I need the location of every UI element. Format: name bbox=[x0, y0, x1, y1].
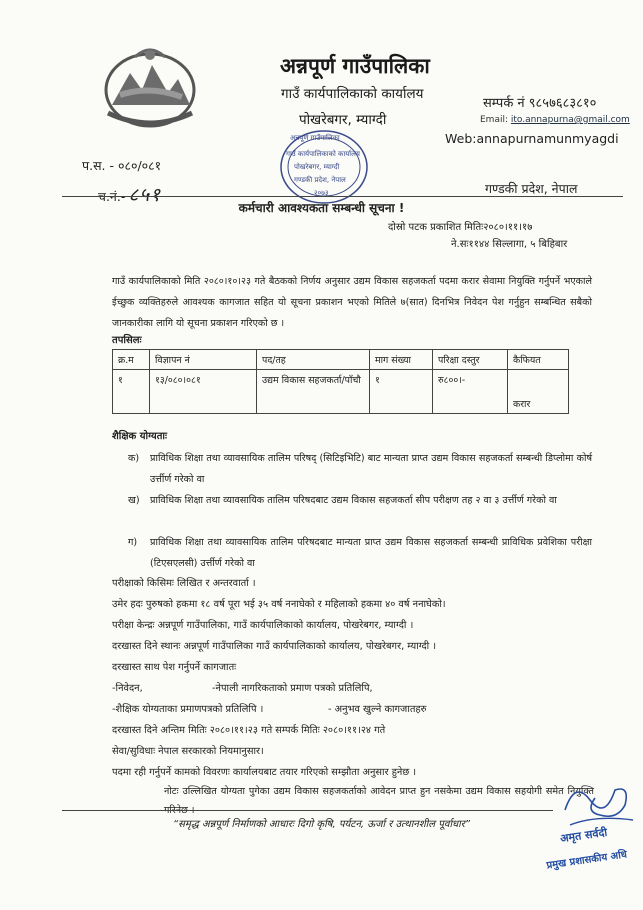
col-remark: कैफियत bbox=[508, 350, 569, 370]
table-row bbox=[113, 370, 569, 414]
doc-citizenship: -नेपाली नागरिकताको प्रमाण पत्रको प्रतिलिपि, bbox=[212, 683, 373, 694]
exam-type: परीक्षाको किसिमः लिखित र अन्तरवार्ता । bbox=[112, 578, 256, 589]
vacancy-table bbox=[112, 349, 569, 414]
doc-experience: - अनुभव खुल्ने कागजातहरु bbox=[328, 704, 427, 715]
province: गण्डकी प्रदेश, नेपाल bbox=[485, 181, 578, 196]
age-limit: उमेर हदः पुरुषको हकमा १८ वर्ष पूरा भई ३५ वर्ष ननाघेको र महिलाको हकमा ४० वर्ष ननाघेको। bbox=[112, 599, 446, 610]
cell-sn: १ bbox=[113, 370, 150, 414]
note: नोटः उल्लिखित योग्यता पुगेका उद्यम विकास सहजकर्ताको आवेदन प्राप्त हुन नसकेमा उद्यम विकास सहयोगी समेत नियुक्ति गरिनेछ । bbox=[164, 786, 594, 816]
stamp-line3: पोखरेबगर, म्याग्दी bbox=[294, 163, 340, 171]
qual-c-mark: ग) bbox=[128, 537, 138, 548]
contact-phone: सम्पर्क नं ९८५७६८३८१० bbox=[483, 96, 597, 111]
qual-c: प्राविधिक शिक्षा तथा व्यावसायिक तालिम परिषदबाट मान्यता प्राप्त उद्यम विकास सहजकर्ता सम्बन्धी प्राविधिक प्रवेशिका परीक्षा (टिएसएलसी) उर्त्तीर्ण गरेको वा bbox=[150, 537, 592, 569]
office-address: पोखरेबगर, म्याग्दी bbox=[299, 112, 387, 128]
email-label: Email: bbox=[480, 115, 509, 125]
exam-center: परीक्षा केन्द्रः अन्नपूर्ण गाउँपालिका, गाउँ कार्यपालिकाको कार्यालय, पोखरेबगर, म्याग्दी । bbox=[112, 620, 414, 631]
notice-body: गाउँ कार्यपालिकाको मिति २०८०।१०।२३ गते बैठकको निर्णय अनुसार उद्यम विकास सहजकर्ता पदमा करार सेवामा नियुक्ति गर्नुपर्ने भएकाले ईच्छुक व्यक्तिहरुले आवश्यक कागजात सहित यो सूचना प्रकाशन भएको मितिले ७(सात) दिनभित्र निवेदन पेश गर्नुहुन सम्बन्धित सबैको जानकारीका लागि यो सूचना प्रकाशन गरिएको छ । bbox=[112, 276, 592, 329]
notice-title: कर्मचारी आवश्यकता सम्बन्धी सूचना ! bbox=[238, 201, 405, 215]
qual-b-mark: ख) bbox=[128, 495, 140, 506]
apply-place: दरखास्त दिने स्थानः अन्नपूर्ण गाउँपालिका गाउँ कार्यपालिकाको कार्यालय, पोखरेबगर, म्याग्दी । bbox=[112, 641, 437, 652]
cn-value: ८५१ bbox=[128, 184, 161, 206]
cell-fee: रु८००।- bbox=[433, 370, 508, 414]
docs-heading: दरखास्त साथ पेश गर्नुपर्ने कागजातः bbox=[112, 662, 237, 673]
cell-demand: १ bbox=[370, 370, 433, 414]
website[interactable]: Web:annapurnamunmyagdi bbox=[445, 131, 619, 146]
publish-ref: ने.सः११४४ सिल्लागा, ५ बिहिबार bbox=[451, 239, 568, 250]
stamp-line2: गाउँ कार्यपालिकाको कार्यालय bbox=[286, 150, 360, 158]
cell-adv: १३/०८०।०८१ bbox=[150, 370, 257, 414]
office-subtitle: गाउँ कार्यपालिकाको कार्यालय bbox=[281, 86, 424, 102]
table-header-row bbox=[113, 350, 569, 370]
qual-a: प्राविधिक शिक्षा तथा व्यावसायिक तालिम परिषद् (सिटिइभिटि) बाट मान्यता प्राप्त उद्यम विकास सहजकर्ता सम्बन्धी डिप्लोमा कोर्ष उर्त्तीर्ण गरेको वा bbox=[150, 453, 592, 485]
header-divider bbox=[62, 196, 623, 197]
col-sn: क्र.म bbox=[113, 350, 150, 370]
cell-remark: करार bbox=[508, 370, 569, 414]
reference-ps: प.स. - ०८०/०८१ bbox=[82, 158, 162, 173]
email-link[interactable]: ito.annapurna@gmail.com bbox=[510, 115, 630, 125]
doc-education: -शैक्षिक योग्यताका प्रमाणपत्रको प्रतिलिपि । bbox=[112, 704, 264, 715]
col-adv: विज्ञापन नं bbox=[150, 350, 257, 370]
footer-divider bbox=[62, 810, 553, 811]
col-post: पद/तह bbox=[257, 350, 370, 370]
work-description: पदमा रही गर्नुपर्ने कामको विवरणः कार्यालयबाट तयार गरिएको सम्झौता अनुसार हुनेछ । bbox=[112, 767, 417, 778]
qualification-heading: शैक्षिक योग्यताः bbox=[112, 431, 168, 442]
doc-application: -निवेदन, bbox=[112, 683, 143, 694]
qual-a-mark: क) bbox=[128, 453, 140, 464]
signer-title: प्रमुख प्रशासकीय अधि bbox=[545, 849, 628, 872]
col-fee: परिक्षा दस्तुर bbox=[433, 350, 508, 370]
facility: सेवा/सुविधाः नेपाल सरकारको नियमानुसार। bbox=[112, 746, 264, 757]
qual-b: प्राविधिक शिक्षा तथा व्यावसायिक तालिम परिषदबाट उद्यम विकास सहजकर्ता सीप परीक्षण तह २ वा ३ उर्त्तीर्ण गरेको वा bbox=[150, 495, 557, 506]
footer-slogan: “समृद्ध अन्नपूर्ण निर्माणको आधारः दिगो कृषि, पर्यटन, ऊर्जा र उत्थानशील पूर्वाधार” bbox=[172, 819, 471, 830]
stamp-line1: अन्नपूर्ण गाउँपालिका bbox=[290, 134, 340, 142]
signer-name: अमृत सर्वदी bbox=[559, 825, 609, 846]
details-label: तपसिलः bbox=[112, 335, 142, 346]
deadline: दरखास्त दिने अन्तिम मितिः २०८०।११।२३ गते सम्पर्क मितिः २०८०।११।२४ गते bbox=[112, 725, 386, 736]
nepal-emblem-icon bbox=[90, 35, 210, 135]
contact-email bbox=[480, 115, 630, 125]
col-demand: माग संख्या bbox=[370, 350, 433, 370]
cn-label: च.नं.- bbox=[98, 189, 126, 204]
stamp-line4: गण्डकी प्रदेश, नेपाल bbox=[294, 176, 346, 184]
office-stamp bbox=[278, 128, 370, 206]
cell-post: उद्यम विकास सहजकर्ता/पाँचौ bbox=[257, 370, 370, 414]
publish-date: दोस्रो पटक प्रकाशित मितिः२०८०।११।१७ bbox=[388, 222, 533, 233]
stamp-year: २०७३ bbox=[314, 189, 329, 197]
office-name: अन्नपूर्ण गाउँपालिका bbox=[280, 54, 430, 78]
